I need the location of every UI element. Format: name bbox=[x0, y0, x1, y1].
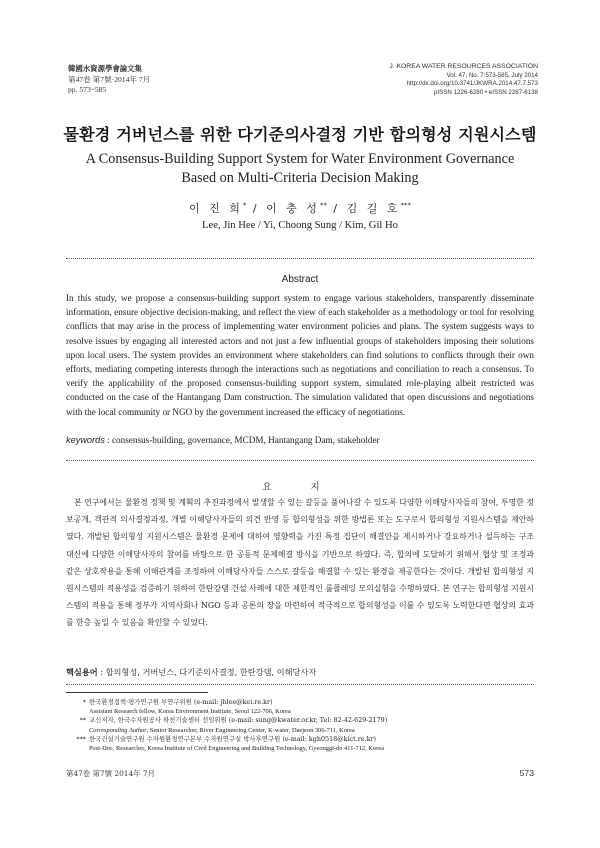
keywords-text: : consensus-building, governance, MCDM, Hantangang Dam, stakeholder bbox=[104, 435, 380, 445]
footnote-english: , Senior Researcher, River Engineering Center, K-water, Daejeon 306-711, Korea bbox=[146, 726, 355, 734]
footnote bbox=[68, 735, 538, 753]
footnotes bbox=[68, 698, 538, 753]
keywords-line bbox=[66, 435, 534, 445]
author-mark: * bbox=[242, 201, 247, 210]
footnote-english: Post-Doc. Researcher, Korea Institute of Civil Engineering and Building Technology, Gyeonggi-do 411-712, Korea bbox=[89, 745, 384, 753]
footnote bbox=[68, 716, 538, 734]
author-name: 이 충 성 bbox=[266, 202, 320, 215]
journal-header-left bbox=[68, 64, 150, 96]
author-separator: / bbox=[246, 202, 267, 215]
author-separator: / bbox=[326, 202, 347, 215]
footnote-mark: ** bbox=[79, 716, 86, 725]
footnote-mark: *** bbox=[76, 734, 86, 743]
author-name: 김 길 호 bbox=[346, 202, 401, 215]
journal-issue: 第47卷 第7號·2014年 7月 bbox=[68, 74, 151, 84]
author-mark: ** bbox=[319, 201, 327, 210]
page-number: 573 bbox=[519, 768, 534, 778]
korean-abstract-text: 본 연구에서는 물환경 정책 및 계획의 추진과정에서 발생할 수 있는 갈등을 풀어나갈 수 있도록 다양한 이해당사자들의 참여, 투명한 정보공개, 객관적 의사결정과정, 개별 이해당사자들의 의견 반영 등 합의형성을 위한 방법론 또는 도구로서 합의형성 지원시스템을 제안하였다. 개발된 합의형성 지원시스템은 물환경 문제에 대하여 영향력을 가진 특정 집단이 해결안을 제시하거나 강요하거나 설득하는 구조 대신에 다양한 이해당사자의 참여를 바탕으로 한 공동적 문제해결 방식을 기반으로 하였다. 즉, 합의에 도달하기 위해서 협상 및 조정과 같은 상호작용을 통해 이해관계를 조정하여 이해당사자들 스스로 갈등을 해결할 수 있는 환경을 제공한다는 것이다. 개발된 합의형성 지원시스템의 적용성을 검증하기 위하여 한탄강댐 건설 사례에 대한 제한적인 롤플레잉 모의실험을 수행하였다. 본 연구는 합의형성 지원시스템의 적용을 통해 정부가 지역사회나 NGO 등과 공론의 장을 마련하여 적극적으로 합의형성을 이룰 수 있도록 노력한다면 협상의 효과를 한층 높일 수 있음을 확인할 수 있었다. bbox=[66, 498, 534, 628]
journal-header-right bbox=[389, 63, 538, 97]
author-name: 이 진 희 bbox=[188, 202, 243, 215]
journal-name-hanja: 韓國水資源學會論文集 bbox=[68, 64, 142, 73]
authors-english: Lee, Jin Hee / Yi, Choong Sung / Kim, Gil Ho bbox=[202, 220, 398, 231]
footnote-english: Assistant Research fellow, Korea Environment Institute, Seoul 122-706, Korea bbox=[89, 708, 291, 716]
korean-abstract-heading: 요 지 bbox=[262, 482, 338, 493]
footnote-korean: 교신저자, 한국수자원공사 하천기술센터 선임위원 (e-mail: sung@kwater.or.kr, Tel: 82-42-629-2179) bbox=[89, 716, 388, 725]
issn: pISSN 1226-6280 • eISSN 2287-6138 bbox=[434, 88, 538, 96]
title-english-line1: A Consensus-Building Support System for Water Environment Governance bbox=[85, 151, 515, 167]
korean-keywords-text: : 합의형성, 거버넌스, 다기준의사결정, 한탄강댐, 이해당사자 bbox=[97, 667, 317, 677]
korean-keywords-line bbox=[66, 667, 534, 678]
title-english-line2: Based on Multi-Criteria Decision Making bbox=[181, 170, 419, 186]
doi-link[interactable]: http://dx.doi.org/10.3741/JKWRA.2014.47.7.573 bbox=[406, 80, 538, 88]
divider bbox=[66, 258, 534, 259]
divider bbox=[66, 460, 534, 461]
footnote-korean: 한국환경정책·평가연구원 부연구위원 (e-mail: jhlee@kei.re.kr) bbox=[89, 698, 273, 706]
footnote-english-italic: Corresponding Author bbox=[89, 726, 147, 734]
footnote-korean: 한국건설기술연구원 수자원환경연구본부 수자원연구실 박사후연구원 (e-mail: kgh0518@kict.re.kr) bbox=[89, 734, 377, 743]
korean-keywords-label: 핵심용어 bbox=[66, 667, 98, 677]
divider bbox=[66, 684, 534, 685]
title-korean: 물환경 거버넌스를 위한 다기준의사결정 기반 합의형성 지원시스템 bbox=[63, 125, 537, 144]
keywords-label: keywords bbox=[66, 435, 105, 445]
footnote-mark: * bbox=[82, 698, 86, 706]
abstract-text: In this study, we propose a consensus-building support system to engage various stakeholders, transparently disseminate information, ensure objective decision-making, and reflect the view of each stakeholder as a methodology or tool for resolving conflicts that may arise in the process of implementing water environment policies and plans. The system suggests ways to resolve issues by engaging all interested actors and not just a few influential groups of stakeholders imposing their solutions upon local users. The system provides an environment where stakeholders can find solutions to conflicts through their own efforts, mediating competing interests through the interactions such as negotiations and conciliation to reach a consensus. To verify the applicability of the proposed consensus-building support system, simulated role-playing albeit restricted was conducted on the case of the Hantangang Dam construction. The simulation validated that open discussions and negotiations with the local community or NGO by the government increased the efficacy of negotiations. bbox=[66, 293, 534, 417]
author-mark: *** bbox=[400, 201, 412, 210]
footer-journal-issue: 第47卷 第7號 2014年 7月 bbox=[66, 769, 156, 778]
authors-korean bbox=[0, 200, 600, 216]
journal-volume: Vol. 47, No. 7:573-585, July 2014 bbox=[446, 71, 538, 79]
korean-abstract bbox=[66, 494, 534, 632]
footnote bbox=[68, 698, 538, 716]
title-english bbox=[0, 150, 600, 188]
journal-name-en: J. KOREA WATER RESOURCES ASSOCIATION bbox=[389, 63, 538, 70]
footnote-rule bbox=[66, 692, 208, 693]
abstract-heading: Abstract bbox=[281, 274, 319, 285]
journal-pages: pp. 573~585 bbox=[68, 85, 107, 94]
footnote-english-line bbox=[68, 726, 538, 735]
